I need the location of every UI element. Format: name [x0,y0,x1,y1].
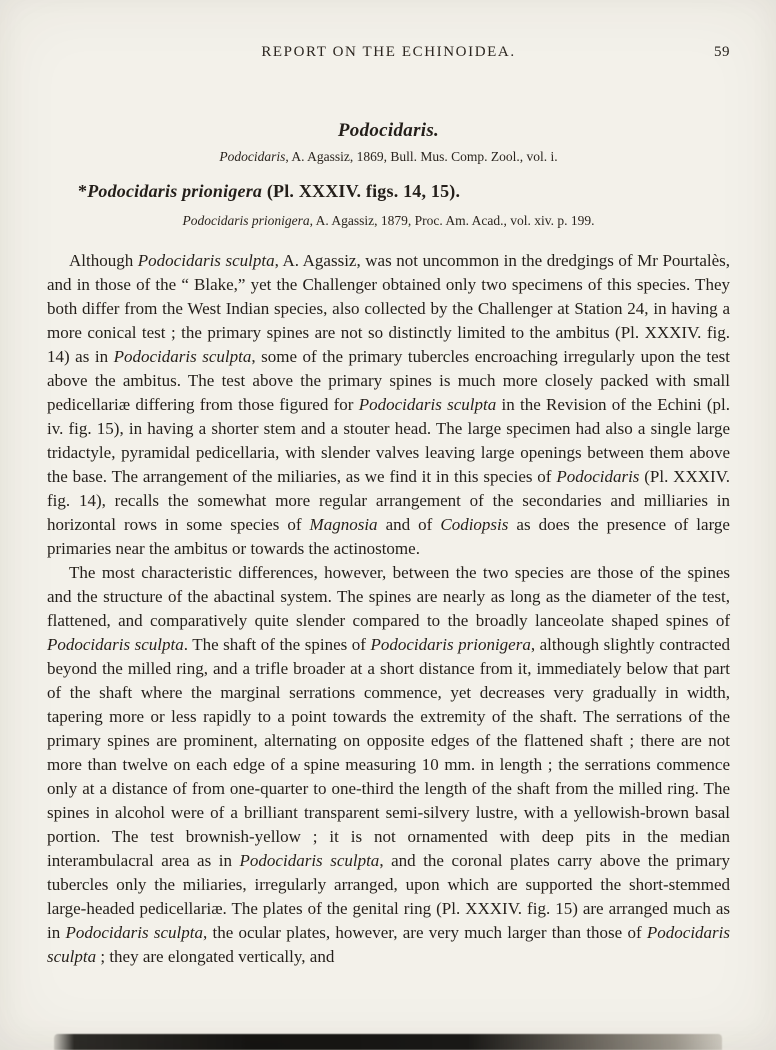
species-heading: *Podocidaris prionigera (Pl. XXXIV. figs. 14, 15). [78,181,461,201]
paragraph: Although Podocidaris sculpta, A. Agassiz, was not uncommon in the dredgings of Mr Pourtalès, and in those of the “ Blake,” yet the Challenger obtained only two specimens of this species. They both differ from the West Indian species, also collected by the Challenger at Station 24, in having a more conical test ; the primary spines are not so distinctly limited to the ambitus (Pl. XXXIV. fig. 14) as in Podocidaris sculpta, some of the primary tubercles encroaching irregularly upon the test above the ambitus. The test above the primary spines is much more closely packed with small pedicellariæ differing from those figured for Podocidaris sculpta in the Revision of the Echini (pl. iv. fig. 15), in having a shorter stem and a stouter head. The large specimen had also a single large tridactyle, pyramidal pedicellaria, with slender valves leaving large openings between them above the base. The arrangement of the miliaries, as we find it in this species of Podocidaris (Pl. XXXIV. fig. 14), recalls the somewhat more regular arrangement of the secondaries and milliaries in horizontal rows in some species of Magnosia and of Codiopsis as does the presence of large primaries near the ambitus or towards the actinostome. [47,251,731,558]
species-synonymy: Podocidaris prionigera, A. Agassiz, 1879, Proc. Am. Acad., vol. xiv. p. 199. [182,213,595,228]
page-header [47,44,730,64]
page-number: 59 [714,44,730,60]
paragraph: The most characteristic differences, however, between the two species are those of the spines and the structure of the abactinal system. The spines are nearly as long as the diameter of the test, flattened, and comparatively quite slender compared to the broadly lanceolate shaped spines of Podocidaris sculpta. The shaft of the spines of Podocidaris prionigera, although slightly contracted beyond the milled ring, and a trifle broader at a short distance from it, immediately below that part of the shaft where the marginal serrations commence, yet decreases very gradually in width, tapering more or less rapidly to a point towards the extremity of the shaft. The serrations of the primary spines are prominent, alternating on opposite edges of the flattened shaft ; there are not more than twelve on each edge of a spine measuring 10 mm. in length ; the serrations commence only at a distance of from one-quarter to one-third the length of the shaft from the milled ring. The spines in alcohol were of a brilliant transparent semi-silvery lustre, with a yellowish-brown basal portion. The test brownish-yellow ; it is not ornamented with deep pits in the median interambulacral area as in Podocidaris sculpta, and the coronal plates carry above the primary tubercles only the miliaries, irregularly arranged, upon which are supported the short-stemmed large-headed pedicellariæ. The plates of the genital ring (Pl. XXXIV. fig. 15) are arranged much as in Podocidaris sculpta, the ocular plates, however, are very much larger than those of Podocidaris sculpta ; they are elongated vertically, and [47,563,730,966]
scan-artifact-bar [54,1034,722,1050]
body-text [47,249,730,969]
running-title: REPORT ON THE ECHINOIDEA. [261,44,516,60]
genus-heading: Podocidaris. [337,120,440,141]
genus-synonymy: Podocidaris, A. Agassiz, 1869, Bull. Mus. Comp. Zool., vol. i. [219,149,558,164]
